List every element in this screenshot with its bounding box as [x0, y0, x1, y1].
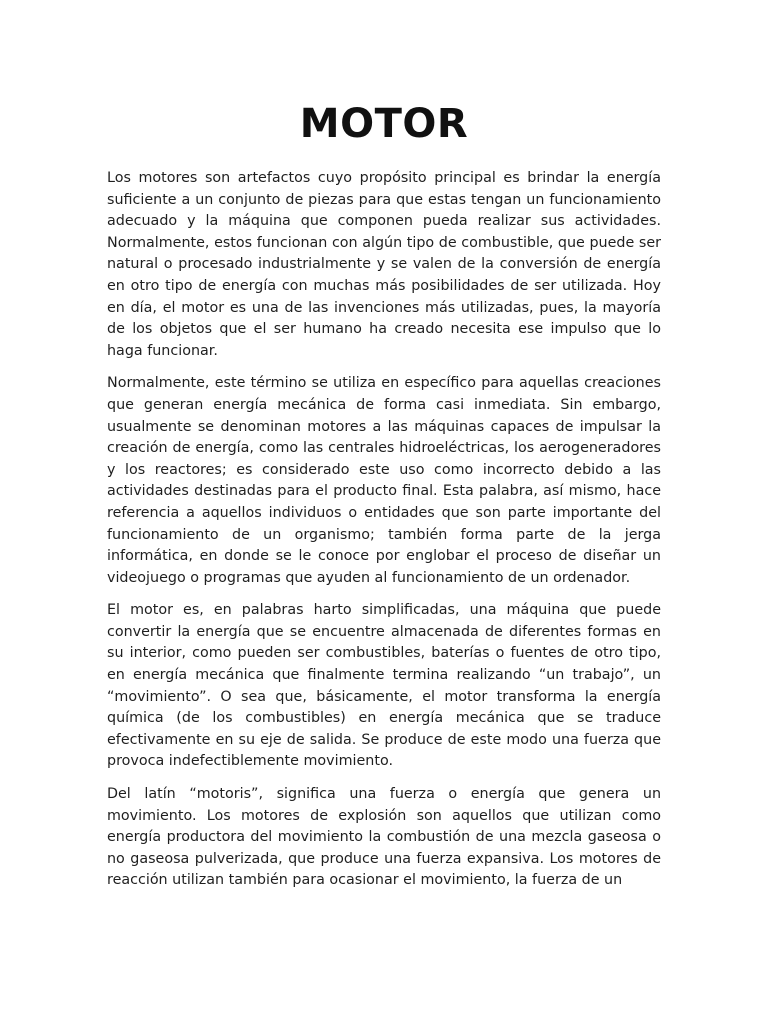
paragraph-4: Del latín “motoris”, significa una fuerza o energía que genera un movimiento. Los motores de explosión son aquellos que utilizan como energía productora del movimiento la combustión de una mezcla gaseosa o no gaseosa pulverizada, que produce una fuerza expansiva. Los motores de reacción utilizan también para ocasionar el movimiento, la fuerza de un	[107, 786, 661, 889]
paragraph-1: Los motores son artefactos cuyo propósito principal es brindar la energía suficiente a un conjunto de piezas para que estas tengan un funcionamiento adecuado y la máquina que componen pueda realizar sus actividades. Normalmente, estos funcionan con algún tipo de combustible, que puede ser natural o procesado industrialmente y se valen de la conversión de energía en otro tipo de energía con muchas más posibilidades de ser utilizada. Hoy en día, el motor es una de las invenciones más utilizadas, pues, la mayoría de los objetos que el ser humano ha creado necesita ese impulso que lo haga funcionar.	[107, 170, 661, 359]
paragraph-3: El motor es, en palabras harto simplificadas, una máquina que puede convertir la energía que se encuentre almacenada de diferentes formas en su interior, como pueden ser combustibles, baterías o fuentes de otro tipo, en energía mecánica que finalmente termina realizando “un trabajo”, un “movimiento”. O sea que, básicamente, el motor transforma la energía química (de los combustibles) en energía mecánica que se traduce efectivamente en su eje de salida. Se produce de este modo una fuerza que provoca indefectiblemente movimiento.	[107, 602, 661, 770]
page-title: MOTOR	[299, 101, 469, 147]
paragraph-2: Normalmente, este término se utiliza en específico para aquellas creaciones que generan energía mecánica de forma casi inmediata. Sin embargo, usualmente se denominan motores a las máquinas capaces de impulsar la creación de energía, como las centrales hidroeléctricas, los aerogeneradores y los reactores; es considerado este uso como incorrecto debido a las actividades destinadas para el producto final. Esta palabra, así mismo, hace referencia a aquellos individuos o entidades que son parte importante del funcionamiento de un organismo; también forma parte de la jerga informática, en donde se le conoce por englobar el proceso de diseñar un videojuego o programas que ayuden al funcionamiento de un ordenador.	[107, 375, 661, 586]
document-body	[107, 168, 661, 903]
